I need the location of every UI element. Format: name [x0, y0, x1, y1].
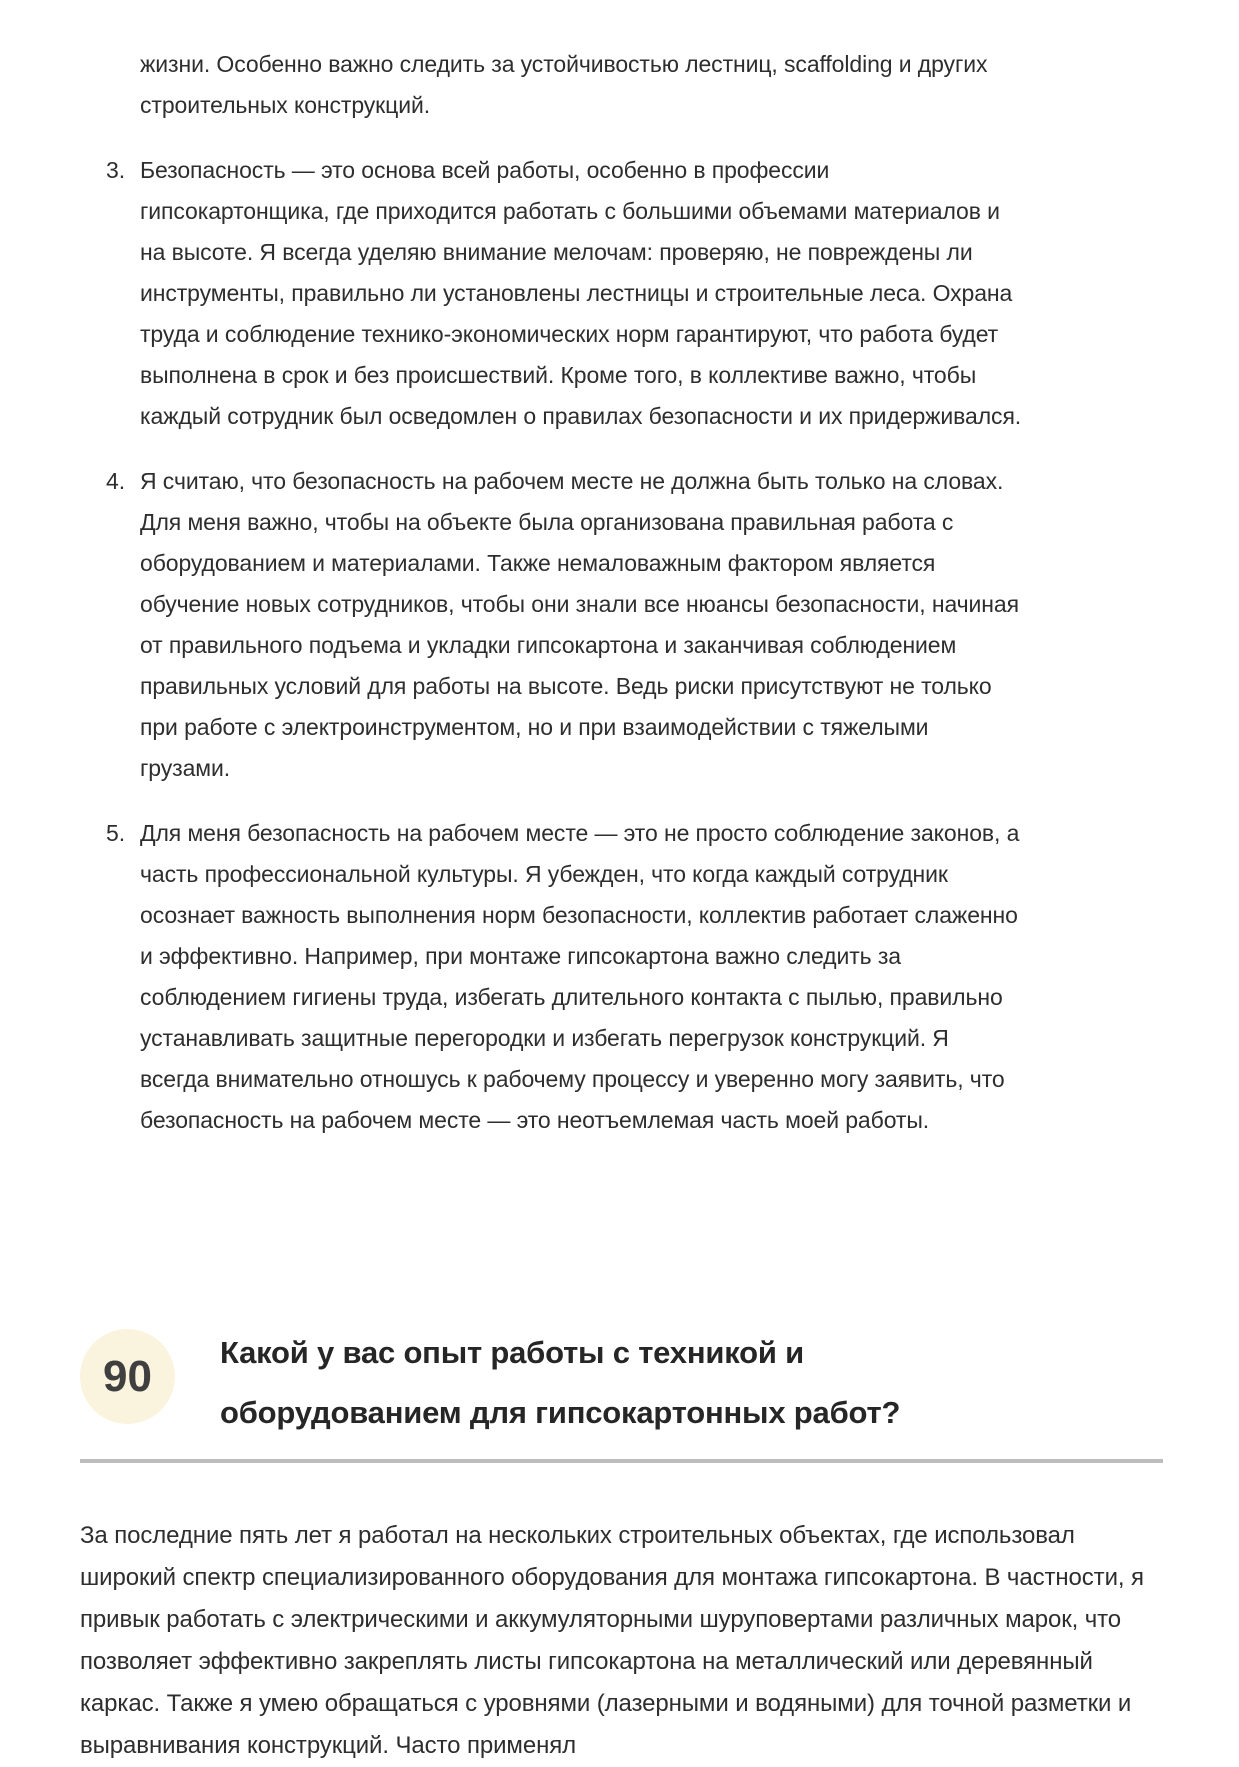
list-item — [106, 150, 1239, 437]
list-item-text: Я считаю, что безопасность на рабочем месте не должна быть только на словах. Для меня важно, чтобы на объекте была организована правильная работа с оборудованием и материалами. Также немаловажным фактором является обучение новых сотрудников, чтобы они знали все нюансы безопасности, начиная от правильного подъема и укладки гипсокартона и заканчивая соблюдением правильных условий для работы на высоте. Ведь риски присутствуют не только при работе с электроинструментом, но и при взаимодействии с тяжелыми грузами. — [140, 468, 1019, 781]
answer-paragraph: За последние пять лет я работал на нескольких строительных объектах, где использовал широкий спектр специализированного оборудования для монтажа гипсокартона. В частности, я привык работать с электрическими и аккумуляторными шуруповертами различных марок, что позволяет эффективно закреплять листы гипсокартона на металлический или деревянный каркас. Также я умею обращаться с уровнями (лазерными и водяными) для точной разметки и выравнивания конструкций. Часто применял — [80, 1522, 1144, 1759]
question-header — [80, 1323, 1163, 1443]
answer-list — [0, 150, 1239, 1141]
question-number-badge: 90 — [80, 1329, 175, 1424]
section-divider — [80, 1459, 1163, 1463]
list-item-text: Для меня безопасность на рабочем месте — это не просто соблюдение законов, а часть профессиональной культуры. Я убежден, что когда каждый сотрудник осознает важность выполнения норм безопасности, коллектив работает слаженно и эффективно. Например, при монтаже гипсокартона важно следить за соблюдением гигиены труда, избегать длительного контакта с пылью, правильно устанавливать защитные перегородки и избегать перегрузок конструкций. Я всегда внимательно отношусь к рабочему процессу и уверенно могу заявить, что безопасность на рабочем месте — это неотъемлемая часть моей работы. — [140, 820, 1020, 1133]
paragraph-intro-continuation: жизни. Особенно важно следить за устойчивостью лестниц, scaffolding и других строительных конструкций. — [140, 51, 988, 118]
list-item-number: 3. — [106, 157, 126, 183]
list-item-number: 5. — [106, 820, 126, 846]
list-item — [106, 461, 1239, 789]
list-item — [106, 813, 1239, 1141]
list-item-number: 4. — [106, 468, 126, 494]
list-item-text: Безопасность — это основа всей работы, особенно в профессии гипсокартонщика, где приходится работать с большими объемами материалов и на высоте. Я всегда уделяю внимание мелочам: проверяю, не повреждены ли инструменты, правильно ли установлены лестницы и строительные леса. Охрана труда и соблюдение технико-экономических норм гарантируют, что работа будет выполнена в срок и без происшествий. Кроме того, в коллективе важно, чтобы каждый сотрудник был осведомлен о правилах безопасности и их придерживался. — [140, 157, 1022, 429]
question-section — [80, 1323, 1163, 1463]
question-title: Какой у вас опыт работы с техникой и оборудованием для гипсокартонных работ? — [220, 1335, 901, 1430]
